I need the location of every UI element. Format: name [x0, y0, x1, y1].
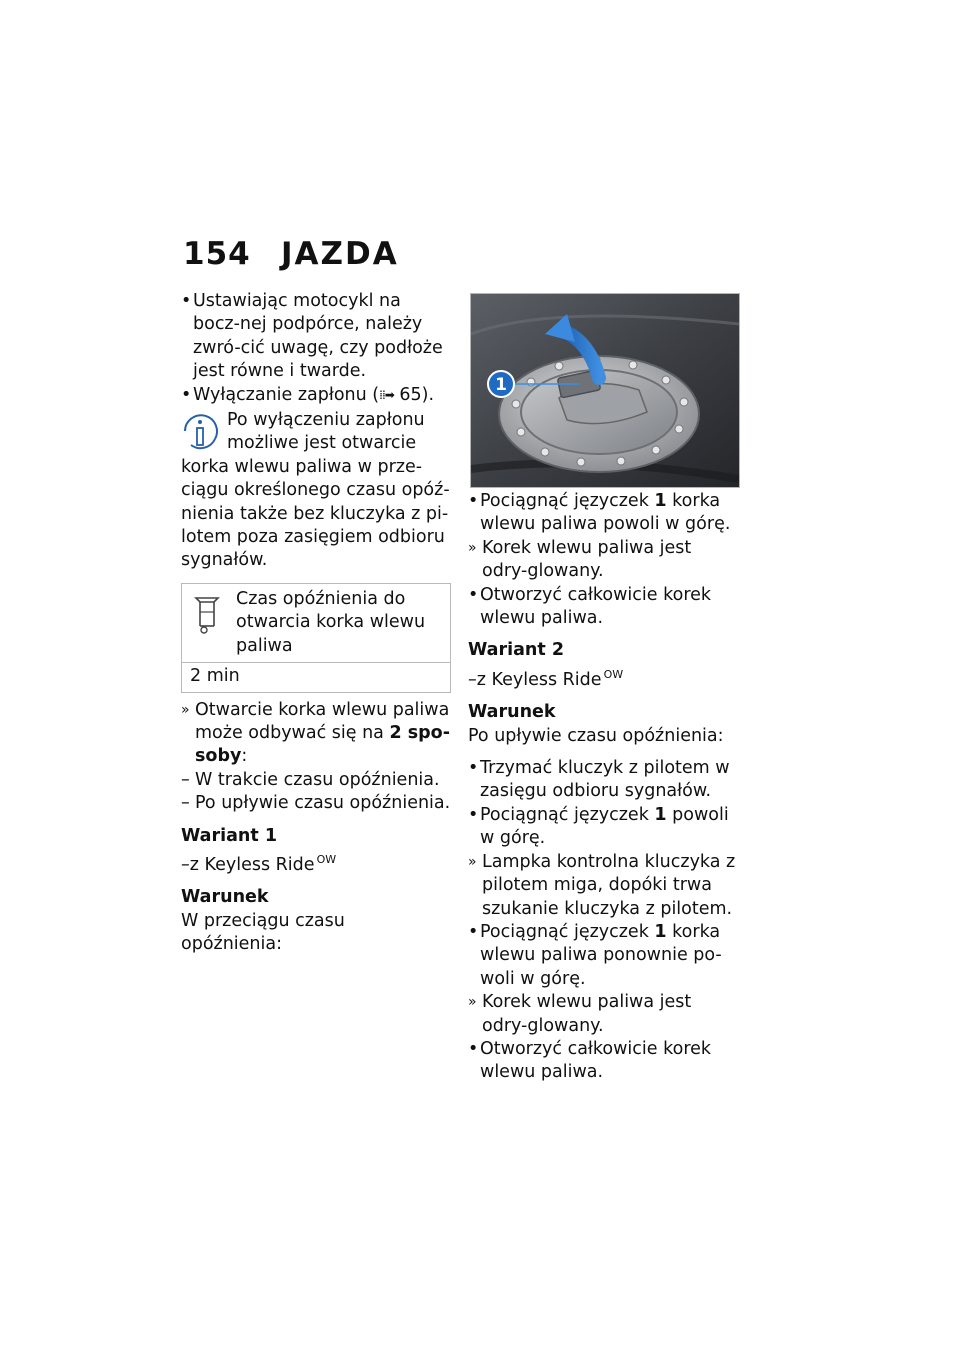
fuel-cap-illustration	[470, 293, 740, 488]
page-number: 154	[183, 236, 251, 272]
condition-heading: Warunek	[181, 887, 269, 908]
list-item: • Ustawiając motocykl na bocz-nej podpórce, należy zwró-cić uwagę, czy podłoże jest równe i twarde.	[181, 291, 443, 382]
list-item: » Korek wlewu paliwa jest odry-glowany.	[468, 992, 692, 1036]
chapter-title: JAZDA	[281, 236, 399, 272]
condition-heading: Warunek	[468, 702, 556, 723]
list-item: • Pociągnąć języczek 1 korka wlewu paliwa powoli w górę.	[468, 491, 731, 535]
spec-label: Czas opóźnienia do otwarcia korka wlewu paliwa	[236, 588, 426, 656]
spec-tool-icon	[192, 592, 230, 636]
fuel-cap-image	[471, 294, 739, 487]
list-item: – Po upływie czasu opóźnienia.	[181, 793, 451, 814]
list-item: • Trzymać kluczyk z pilotem w zasięgu odbioru sygnałów.	[468, 758, 730, 802]
list-item: » Otwarcie korka wlewu paliwa może odbywać się na 2 spo-soby:	[181, 699, 450, 767]
list-item: • Wyłączanie zapłonu (⁞⁞➡ 65).	[181, 384, 451, 407]
spec-label-cell	[182, 584, 450, 663]
spec-table	[181, 583, 451, 693]
condition-text: W przeciągu czasu opóźnienia:	[181, 910, 345, 955]
list-item: • Otworzyć całkowicie korek wlewu paliwa.	[468, 1038, 712, 1083]
variant-heading: Wariant 1	[181, 825, 278, 846]
list-item: • Pociągnąć języczek 1 korka wlewu paliwa ponownie po-woli w górę.	[468, 921, 722, 989]
list-item: – W trakcie czasu opóźnienia.	[181, 769, 440, 790]
page-reference-arrow-icon: ⁞⁞➡	[379, 387, 394, 402]
left-column	[181, 290, 451, 957]
info-note	[181, 409, 451, 573]
info-icon	[181, 411, 221, 455]
list-item: » Korek wlewu paliwa jest odry-glowany.	[468, 537, 692, 582]
list-item: • Pociągnąć języczek 1 powoli w górę.	[468, 804, 729, 849]
list-item: » Lampka kontrolna kluczyka z pilotem miga, dopóki trwa szukanie kluczyka z pilotem.	[468, 851, 736, 919]
variant-heading: Wariant 2	[468, 640, 565, 661]
variant-subtitle: –z Keyless Ride $^{OW}$	[468, 667, 624, 690]
figure-callout: 1	[495, 375, 507, 395]
variant-subtitle: –z Keyless Ride $^{OW}$	[181, 852, 337, 875]
right-column	[468, 490, 738, 1085]
condition-text: Po upływie czasu opóźnienia:	[468, 725, 724, 746]
note-text: Po wyłączeniu zapłonu możliwe jest otwarcie korka wlewu paliwa w prze-ciągu określonego czasu opóź-nienia także bez kluczyka z pi-lotem poza zasięgiem odbioru sygnałów.	[181, 410, 450, 571]
list-item: • Otworzyć całkowicie korek wlewu paliwa.	[468, 584, 712, 629]
spec-value: 2 min	[190, 666, 240, 687]
